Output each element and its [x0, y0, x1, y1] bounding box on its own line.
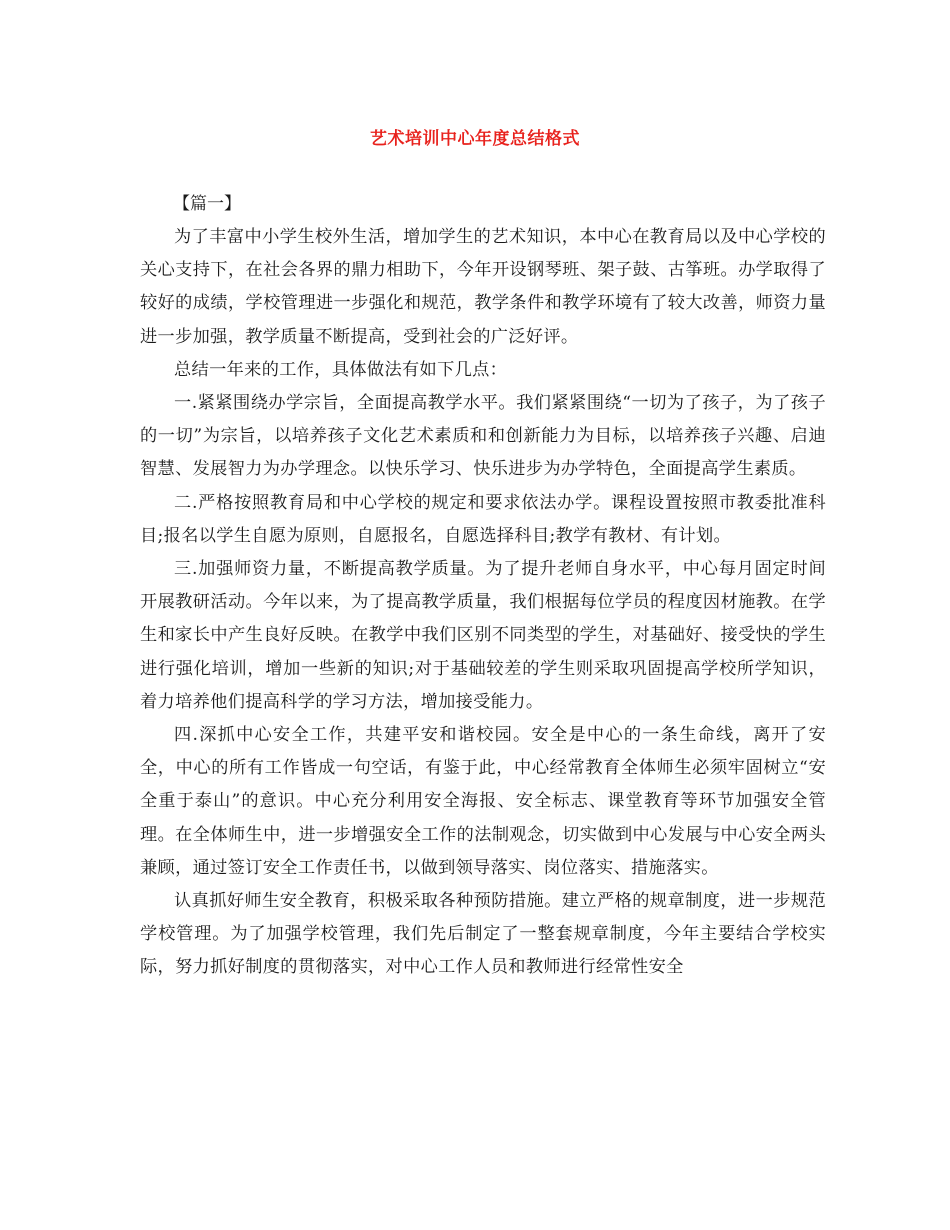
paragraph-safety-education: 认真抓好师生安全教育，积极采取各种预防措施。建立严格的规章制度，进一步规范学校管理。为了加强学校管理，我们先后制定了一整套规章制度，今年主要结合学校实际，努力抓好制度的贯彻落实，对中心工作人员和教师进行经常性安全 — [140, 891, 826, 978]
paragraph-point-3: 三.加强师资力量，不断提高教学质量。为了提升老师自身水平，中心每月固定时间开展教研活动。今年以来，为了提高教学质量，我们根据每位学员的程度因材施教。在学生和家长中产生良好反映。在教学中我们区别不同类型的学生，对基础好、接受快的学生进行强化培训，增加一些新的知识;对于基础较差的学生则采取巩固提高学校所学知识，着力培养他们提高科学的学习方法，增加接受能力。 — [140, 559, 826, 712]
document-title: 艺术培训中心年度总结格式 — [370, 129, 580, 149]
paragraph-point-1: 一.紧紧围绕办学宗旨，全面提高教学水平。我们紧紧围绕“一切为了孩子，为了孩子的一切”为宗旨，以培养孩子文化艺术素质和和创新能力为目标，以培养孩子兴趣、启迪智慧、发展智力为办学理念。以快乐学习、快乐进步为办学特色，全面提高学生素质。 — [140, 393, 826, 480]
paragraph-summary-lead: 总结一年来的工作，具体做法有如下几点： — [174, 359, 508, 380]
document-body — [140, 188, 826, 985]
paragraph-point-2: 二.严格按照教育局和中心学校的规定和要求依法办学。课程设置按照市教委批准科目;报名以学生自愿为原则，自愿报名，自愿选择科目;教学有教材、有计划。 — [140, 492, 826, 546]
paragraph-point-4: 四.深抓中心安全工作，共建平安和谐校园。安全是中心的一条生命线，离开了安全，中心的所有工作皆成一句空话，有鉴于此，中心经常教育全体师生必须牢固树立“安全重于泰山”的意识。中心充分利用安全海报、安全标志、课堂教育等环节加强安全管理。在全体师生中，进一步增强安全工作的法制观念，切实做到中心发展与中心安全两头兼顾，通过签订安全工作责任书，以做到领导落实、岗位落实、措施落实。 — [140, 725, 826, 878]
paragraph-intro: 为了丰富中小学生校外生活，增加学生的艺术知识，本中心在教育局以及中心学校的关心支持下，在社会各界的鼎力相助下，今年开设钢琴班、架子鼓、古筝班。办学取得了较好的成绩，学校管理进一步强化和规范，教学条件和教学环境有了较大改善，师资力量进一步加强，教学质量不断提高，受到社会的广泛好评。 — [140, 227, 826, 347]
section-label: 【篇一】 — [173, 194, 241, 214]
